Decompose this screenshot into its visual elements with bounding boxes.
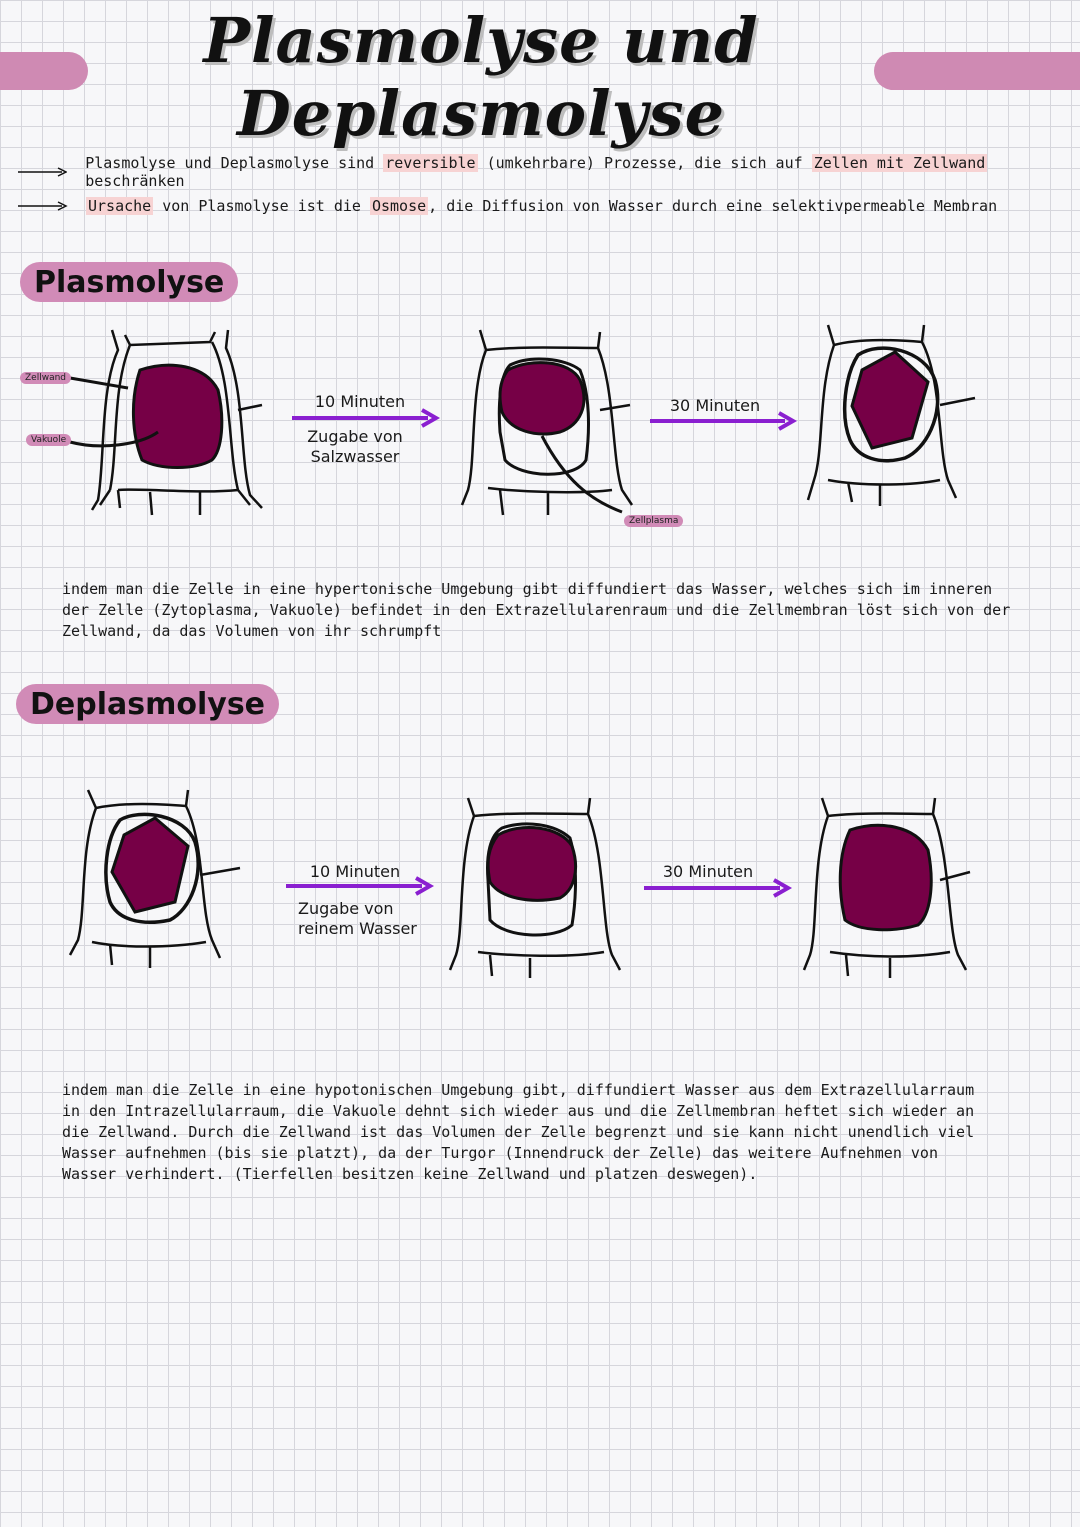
vakuole-shrinking xyxy=(500,363,584,434)
plasmolyse-step1-time: 10 Minuten xyxy=(314,392,406,411)
intro-bullet-2: Ursache von Plasmolyse ist die Osmose , die Diffusion von Wasser durch eine selektivpermeable Membran xyxy=(18,197,997,215)
vakuole-dep-start xyxy=(112,818,188,912)
deplasmolyse-step1-note-2: reinem Wasser xyxy=(298,919,417,938)
deplasmolyse-step1-time: 10 Minuten xyxy=(309,862,401,881)
section-heading-plasmolyse: Plasmolyse xyxy=(20,262,238,302)
plasmolyse-diagram xyxy=(0,310,1080,540)
title-decoration-right xyxy=(874,52,1080,90)
vakuole-dep-end xyxy=(840,825,931,929)
deplasmolyse-explanation: indem man die Zelle in eine hypotonischen Umgebung gibt, diffundiert Wasser aus dem Extrazellularraum in den Intrazellularraum, die Vakuole dehnt sich wieder aus und die Zellmembran heftet sich wieder an die Zellwand. Durch die Zellwand ist das Volumen der Zelle begrenzt und sie kann nicht unendlich viel Wasser aufnehmen (bis sie platzt), da der Turgor (Innendruck der Zelle) das weitere Aufnehmen von Wasser verhindert. (Tierfellen besitzen keine Zellwand und platzen deswegen). xyxy=(62,1081,975,1183)
vakuole-dep-mid xyxy=(488,827,576,900)
label-zellwand: Zellwand xyxy=(20,372,71,384)
vakuole-plasmolysed xyxy=(852,352,928,448)
deplasmolyse-step2-time: 30 Minuten xyxy=(662,862,754,881)
dep-arrow-30min-icon xyxy=(644,880,788,896)
arrow-10min-icon xyxy=(292,410,436,426)
plasmolyse-step1-note-2: Salzwasser xyxy=(310,447,400,466)
deplasmolyse-diagram xyxy=(0,780,1080,980)
section-heading-deplasmolyse: Deplasmolyse xyxy=(16,684,279,724)
plasmolyse-step1-note-1: Zugabe von xyxy=(307,427,403,446)
intro-bullet-1: Plasmolyse und Deplasmolyse sind reversible (umkehrbare) Prozesse, die sich auf Zellen mit Zellwand beschränken xyxy=(18,154,1080,190)
plasmolyse-step2-time: 30 Minuten xyxy=(669,396,761,415)
page-title: Plasmolyse und Deplasmolyse xyxy=(203,4,759,150)
arrow-right-icon xyxy=(18,166,67,178)
label-vakuole: Vakuole xyxy=(26,434,71,446)
label-zellplasma: Zellplasma xyxy=(624,515,683,527)
deplasmolyse-step1-note-1: Zugabe von xyxy=(298,899,394,918)
vakuole-turgid xyxy=(133,365,221,467)
plasmolyse-explanation: indem man die Zelle in eine hypertonische Umgebung gibt diffundiert das Wasser, welches sich im inneren der Zelle (Zytoplasma, Vakuole) befindet in den Extrazellularenraum und die Zellmembran löst sich von der Zellwand, da das Volumen von ihr schrumpft xyxy=(62,580,1011,640)
arrow-30min-icon xyxy=(650,413,793,429)
arrow-right-icon xyxy=(18,200,68,212)
title-decoration-left xyxy=(0,52,88,90)
